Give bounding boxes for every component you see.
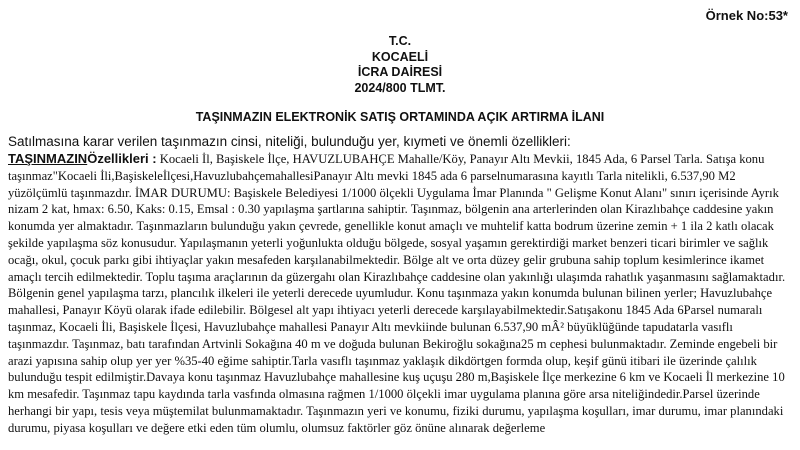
header-line-city: KOCAELİ	[371, 49, 429, 64]
notice-title: TAŞINMAZIN ELEKTRONİK SATIŞ ORTAMINDA AÇIK ARTIRMA İLANI	[195, 110, 605, 124]
property-details: Kocaeli İl, Başiskele İlçe, HAVUZLUBAHÇE Mahalle/Köy, Panayır Altı Mevkii, 1845 Ada, 6 Parsel Tarla. Satışa konu taşınmaz"Kocaeli İli,Başiskeleİlçesi,HavuzlubahçemahallesiPanayır Altı mevki 1845 ada 6 parselnumarasına kayıtlı Tarla nitelikli, 6.537,90 M2 yüzölçümlü taşınmazdır. İMAR DURUMU: Başiskele Belediyesi 1/1000 ölçekli Uygulama İmar Planında " Gelişme Konut Alanı" sınırı içerisinde Ayrık nizam 2 kat, hmax: 6.50, Kaks: 0.15, Emsal : 0.30 yapılaşma şartlarına sahiptir. Taşınmaz, bölgenin ana arterlerinden olan Kirazlıbahçe caddesine yakın konumda yer almaktadır. Taşınmazların bulunduğu yakın çevrede, genellikle konut amaçlı ve muhtelif katta bodrum üzerine zemin + 1 ila 2 katlı olacak şekilde yapılaşma söz konusudur. Yapılaşmanın yeterli yoğunlukta olduğu bölgede, sosyal yaşamın gerektirdiği market benzeri ticari birimler ve sağlık ocağı, okul, çocuk parkı gibi ihtiyaçlar yakın mesafeden karşılanabilmektedir. Bölge alt ve orta düzey gelir grubuna sahip toplum kesimlerince ikamet amaçlı tercih edilmektedir. Toplu taşıma araçlarının da güzergahı olan Kirazlıbahçe caddesine olan yakınlığı ulaşımda rahatlık yaşanmasını sağlamaktadır. Bölgenin genel yapılaşma tarzı, plancılık ilkeleri ile yeterli derecede uyumludur. Konu taşınmaza yakın konumda bulunan bilinen yerler; Havuzlubahçe mahallesi, Panayır Köyü olarak ifade edilebilir. Bölgesel alt yapı ihtiyacı yeterli derecede karşılayabilmektedir.Satışakonu 1845 Ada 6Parsel numaralı taşınmaz, Kocaeli İli, Başiskele İlçesi, Havuzlubahçe mahallesi Panayır Altı mevkiinde bulunan 6.537,90 mÂ² büyüklüğünde tapudatarla vasıflı taşınmazdır. Taşınmaz, batı tarafından Artvinli Sokağına 40 m ve doğuda bulunan Bekiroğlu sokağına25 m cephesi bulunmaktadır. Zeminde engebeli bir arazi yapısına sahip olup yer yer %35-40 eğime sahiptir.Tarla vasıflı taşınmaz yaklaşık dikdörtgen formda olup, keşif günü itibari ile üzerinde çalılık bulunduğu tespit edilmiştir.Davaya konu taşınmaz Havuzlubahçe mahallesine kuş uçuşu 280 m,Başiskele İlçe merkezine 6 km ve Kocaeli İl merkezine 10 km mesafedir. Taşınmaz tapu kaydında tarla vasfında olmasına rağmen 1/1000 ölçekli imar uygulama planına göre arsa niteliğindedir.Parsel üzerinde herhangi bir yapı, tesis veya müştemilat bulunmamaktadır. Taşınmazın yeri ve konumu, fiziki durumu, yapılaşma koşulları, imar durumu, imar planındaki durumu, piyasa koşulları ve değere etki eden tüm olumlu, olumsuz faktörler göz önüne alınarak değerleme	[8, 152, 786, 435]
header-line-file-no: 2024/800 TLMT.	[354, 80, 446, 95]
header-line-office: İCRA DAİRESİ	[357, 65, 443, 79]
features-label: Özellikleri :	[87, 151, 157, 166]
property-label: TAŞINMAZIN	[8, 151, 88, 166]
court-header	[0, 34, 800, 96]
intro-text: Satılmasına karar verilen taşınmazın cinsi, niteliği, bulunduğu yer, kıymeti ve önemli özellikleri:	[8, 134, 571, 149]
property-description	[8, 151, 792, 437]
sample-number: Örnek No:53*	[705, 8, 788, 23]
header-line-country: T.C.	[388, 34, 412, 48]
